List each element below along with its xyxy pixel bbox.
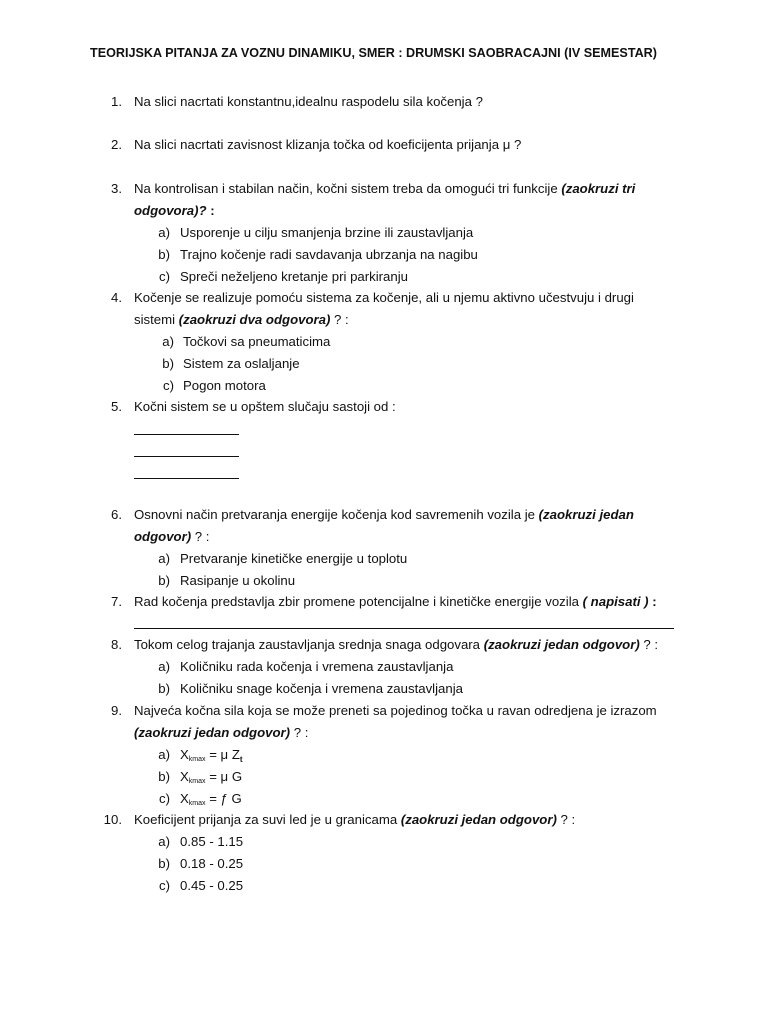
question-text: Osnovni način pretvaranja energije kočenja kod savremenih vozila je	[134, 507, 539, 522]
option-text: Sistem za oslaljanje	[183, 356, 300, 371]
question-text: Na slici nacrtati konstantnu,idealnu raspodelu sila kočenja ?	[134, 94, 483, 109]
option-letter: c)	[163, 378, 174, 393]
option-letter: a)	[158, 551, 170, 566]
option-letter: a)	[162, 334, 174, 349]
option-letter: b)	[158, 769, 170, 784]
option-letter: a)	[158, 659, 170, 674]
question-tail: ? :	[330, 312, 349, 327]
question-instruction: (zaokruzi dva odgovora)	[178, 312, 331, 327]
question-number: 5.	[111, 399, 122, 414]
option-text: Usporenje u cilju smanjenja brzine ili zaustavljanja	[180, 225, 474, 240]
formula: $X_{kmax}$ = ƒ G	[180, 791, 242, 807]
option-text: Količniku snage kočenja i vremena zaustavljanja	[180, 681, 463, 696]
option-text: Količniku rada kočenja i vremena zaustavljanja	[180, 659, 454, 674]
question-number: 1.	[111, 94, 122, 109]
option-letter: b)	[158, 681, 170, 696]
question-instruction: (zaokruzi jedan odgovor)	[134, 725, 291, 740]
question-text: Kočenje se realizuje pomoću sistema za kočenje, ali u njemu aktivno učestvuju i drugi	[134, 290, 634, 305]
option-text: Pretvaranje kinetičke energije u toplotu	[180, 551, 408, 566]
question-instruction: (zaokruzi jedan odgovor)	[400, 812, 557, 827]
question-number: 7.	[111, 594, 122, 609]
page-title: TEORIJSKA PITANJA ZA VOZNU DINAMIKU, SMER : DRUMSKI SAOBRACAJNI (IV SEMESTAR)	[90, 46, 657, 60]
option-letter: b)	[158, 573, 170, 588]
answer-blank-1[interactable]	[134, 434, 239, 435]
option-letter: c)	[159, 269, 170, 284]
option-letter: b)	[158, 856, 170, 871]
answer-blank-2[interactable]	[134, 456, 239, 457]
question-instruction: ( napisati )	[582, 594, 649, 609]
question-tail: ? :	[556, 812, 576, 827]
question-tail: ? :	[191, 529, 210, 544]
option-text: Trajno kočenje radi savdavanja ubrzanja na nagibu	[180, 247, 478, 262]
formula: $X_{kmax} = \mu$ G	[180, 769, 243, 785]
question-text: Kočni sistem se u opštem slučaju sastoji od :	[134, 399, 396, 414]
question-instruction: (zaokruzi tri	[561, 181, 636, 196]
question-text: Najveća kočna sila koja se može preneti sa pojedinog točka u ravan odredjena je izrazom	[134, 703, 657, 718]
formula: $X_{kmax} = \mu$ $Z_t$	[180, 747, 243, 764]
question-text-cont: sistemi	[134, 312, 179, 327]
question-number: 10.	[103, 812, 122, 827]
question-tail: ? :	[639, 637, 659, 652]
question-tail: ? :	[290, 725, 309, 740]
question-instruction: (zaokruzi jedan odgovor)	[483, 637, 640, 652]
question-text: Na slici nacrtati zavisnost klizanja točka od koeficijenta prijanja μ ?	[134, 137, 522, 152]
question-instruction: odgovora)?	[134, 203, 207, 218]
question-tail: :	[648, 594, 657, 609]
option-text: 0.85 - 1.15	[180, 834, 244, 849]
question-number: 8.	[111, 637, 122, 652]
question-number: 2.	[111, 137, 122, 152]
question-text: Na kontrolisan i stabilan način, kočni sistem treba da omogući tri funkcije	[134, 181, 562, 196]
question-number: 3.	[111, 181, 122, 196]
question-number: 6.	[111, 507, 122, 522]
question-text: Koeficijent prijanja za suvi led je u granicama	[134, 812, 401, 827]
question-number: 9.	[111, 703, 122, 718]
question-tail: :	[206, 203, 215, 218]
question-text: Tokom celog trajanja zaustavljanja srednja snaga odgovara	[134, 637, 484, 652]
option-letter: a)	[158, 747, 170, 762]
option-text: 0.18 - 0.25	[180, 856, 244, 871]
option-letter: a)	[158, 225, 170, 240]
option-letter: b)	[158, 247, 170, 262]
question-instruction: odgovor)	[134, 529, 192, 544]
option-text: Pogon motora	[183, 378, 266, 393]
option-text: Rasipanje u okolinu	[180, 573, 296, 588]
option-letter: c)	[159, 878, 170, 893]
option-letter: a)	[158, 834, 170, 849]
question-number: 4.	[111, 290, 122, 305]
option-text: Točkovi sa pneumaticima	[183, 334, 331, 349]
option-letter: c)	[159, 791, 170, 806]
option-text: 0.45 - 0.25	[180, 878, 244, 893]
answer-blank-3[interactable]	[134, 478, 239, 479]
option-letter: b)	[162, 356, 174, 371]
question-text: Rad kočenja predstavlja zbir promene potencijalne i kinetičke energije vozila	[134, 594, 583, 609]
question-instruction: (zaokruzi jedan	[538, 507, 634, 522]
option-text: Spreči neželjeno kretanje pri parkiranju	[180, 269, 408, 284]
answer-line[interactable]	[134, 628, 674, 629]
